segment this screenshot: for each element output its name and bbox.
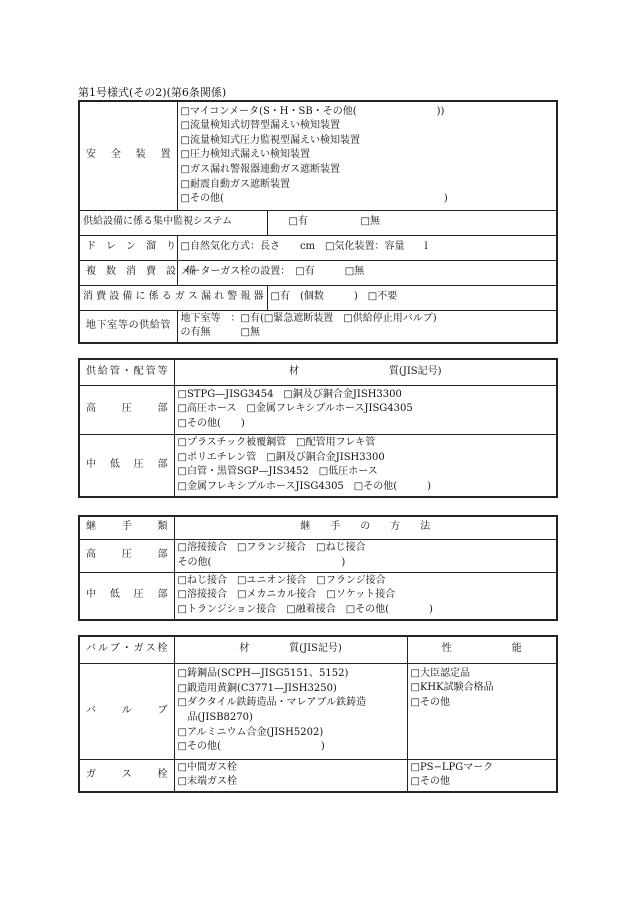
gas-alarm-value: □有 (個数 ) □不要 <box>267 285 557 310</box>
pipe-option: □白管・黒管SGP—JIS3452 □低圧ホース <box>177 466 378 478</box>
drain-label: ド レ ン 溜 り <box>79 235 177 260</box>
valve-performance-option: □その他 <box>410 696 450 708</box>
pipe-option: □高圧ホース □金属フレキシブルホースJISG4305 <box>177 403 413 415</box>
gas-cock-performance-option: □PS−LPGマーク <box>410 761 494 773</box>
valve-material-option: □鋳鋼品(SCPH—JISG5151、5152) <box>177 668 349 680</box>
valve-material-options <box>174 663 407 759</box>
safety-option: □耐震自動ガス遮断装置 <box>180 178 290 190</box>
gas-cock-material-option: □中間ガス栓 <box>177 761 237 773</box>
pipe-mid-low-pressure-options <box>174 434 557 497</box>
gas-cock-material-option: □末端ガス栓 <box>177 776 237 788</box>
pipe-option: □その他( ) <box>177 417 245 429</box>
safety-option: □圧力検知式漏えい検知装置 <box>180 149 310 161</box>
pipe-high-pressure-label: 高 圧 部 <box>79 385 174 434</box>
central-monitoring-value <box>267 210 557 235</box>
pipe-mid-low-pressure-label: 中 低 圧 部 <box>79 434 174 497</box>
valve-performance-option: □KHK試験合格品 <box>410 682 494 694</box>
gas-cock-material-options <box>174 759 407 792</box>
joint-option: □ねじ接合 □ユニオン接合 □フランジ接合 <box>177 574 386 586</box>
safety-option: □その他( ) <box>180 193 448 205</box>
pipe-header-label: 供給管・配管等 <box>79 359 174 385</box>
gas-alarm-label: 消費設備に係るガス漏れ警報器 <box>79 285 267 310</box>
joint-option: その他( ) <box>177 556 346 568</box>
joint-option: □トランジション接合 □融着接合 □その他( ) <box>177 604 433 616</box>
valve-header-performance: 性 能 <box>407 636 557 663</box>
basement-line: 地下室等 ：□有(□緊急遮断装置 □供給停止用バルブ) <box>180 312 437 324</box>
pipe-option: □プラスチック被覆鋼管 □配管用フレキ管 <box>177 437 376 449</box>
drain-value: □自然気化方式：長さ cm □気化装置：容量 l <box>177 235 557 260</box>
pipe-header-material: 材 質(JIS記号) <box>174 359 557 385</box>
basement-line: の有無 □無 <box>180 327 260 339</box>
valve-header-label: バルブ・ガス栓 <box>79 636 174 663</box>
joint-option: □溶接接合 □メカニカル接合 □ソケット接合 <box>177 589 396 601</box>
valve-performance-option: □大臣認定品 <box>410 667 470 679</box>
pipe-option: □金属フレキシブルホースJISG4305 □その他( ) <box>177 480 432 492</box>
basement-value <box>177 310 557 343</box>
pipe-option: □STPG—JISG3454 □銅及び銅合金JISH3300 <box>177 388 402 400</box>
pipe-high-pressure-options <box>174 385 557 434</box>
safety-option: □ガス漏れ警報器連動ガス遮断装置 <box>180 164 340 176</box>
joint-high-pressure-label: 高 圧 部 <box>79 539 174 572</box>
joint-mid-low-pressure-options <box>174 572 557 620</box>
form-heading: 第1号様式(その2)(第6条関係) <box>78 86 227 99</box>
valve-material-option: □その他( ) <box>177 741 325 753</box>
valve-material-option: □鍛造用黄銅(C3771—JISH3250) <box>177 682 337 694</box>
valve-performance-options <box>407 663 557 759</box>
gas-cock-label: ガ ス 栓 <box>79 759 174 792</box>
central-monitoring-label: 供給設備に係る集中監視システム <box>79 210 267 235</box>
joint-method-table <box>78 515 558 621</box>
joint-header-method: 継 手 の 方 法 <box>174 516 557 539</box>
safety-device-label: 安 全 装 置 <box>79 101 177 210</box>
joint-header-label: 継 手 類 <box>79 516 174 539</box>
multiple-consumption-label: 複 数 消 費 設 備 <box>79 260 177 285</box>
safety-option: □マイコンメータ(S・H・SB・その他( )) <box>180 105 445 117</box>
safety-device-options <box>177 101 557 210</box>
valve-gascock-table <box>78 635 558 793</box>
gas-cock-performance-option: □その他 <box>410 776 450 788</box>
valve-material-option: 品(JISB8270) <box>177 712 253 723</box>
valve-header-material: 材 質(JIS記号) <box>174 636 407 663</box>
valve-material-option: □ダクタイル鉄鋳造品・マレアブル鉄鋳造 <box>177 697 367 709</box>
joint-mid-low-pressure-label: 中 低 圧 部 <box>79 572 174 620</box>
safety-option: □流量検知式切替型漏えい検知装置 <box>180 120 340 132</box>
pipe-material-table <box>78 358 558 498</box>
multiple-consumption-value: メーターガス栓の設置： □有 □無 <box>177 260 557 285</box>
gas-cock-performance-options <box>407 759 557 792</box>
valve-label: バ ル ブ <box>79 663 174 759</box>
central-option-no: □無 <box>360 216 380 228</box>
basement-label: 地下室等の供給管 <box>79 310 177 343</box>
safety-option: □流量検知式圧力監視型漏えい検知装置 <box>180 134 360 146</box>
valve-material-option: □アルミニウム合金(JISH5202) <box>177 726 324 738</box>
safety-equipment-table <box>78 100 558 344</box>
joint-high-pressure-options <box>174 539 557 572</box>
pipe-option: □ポリエチレン管 □銅及び銅合金JISH3300 <box>177 451 385 463</box>
joint-option: □溶接接合 □フランジ接合 □ねじ接合 <box>177 541 366 553</box>
central-option-yes: □有 <box>288 216 308 228</box>
